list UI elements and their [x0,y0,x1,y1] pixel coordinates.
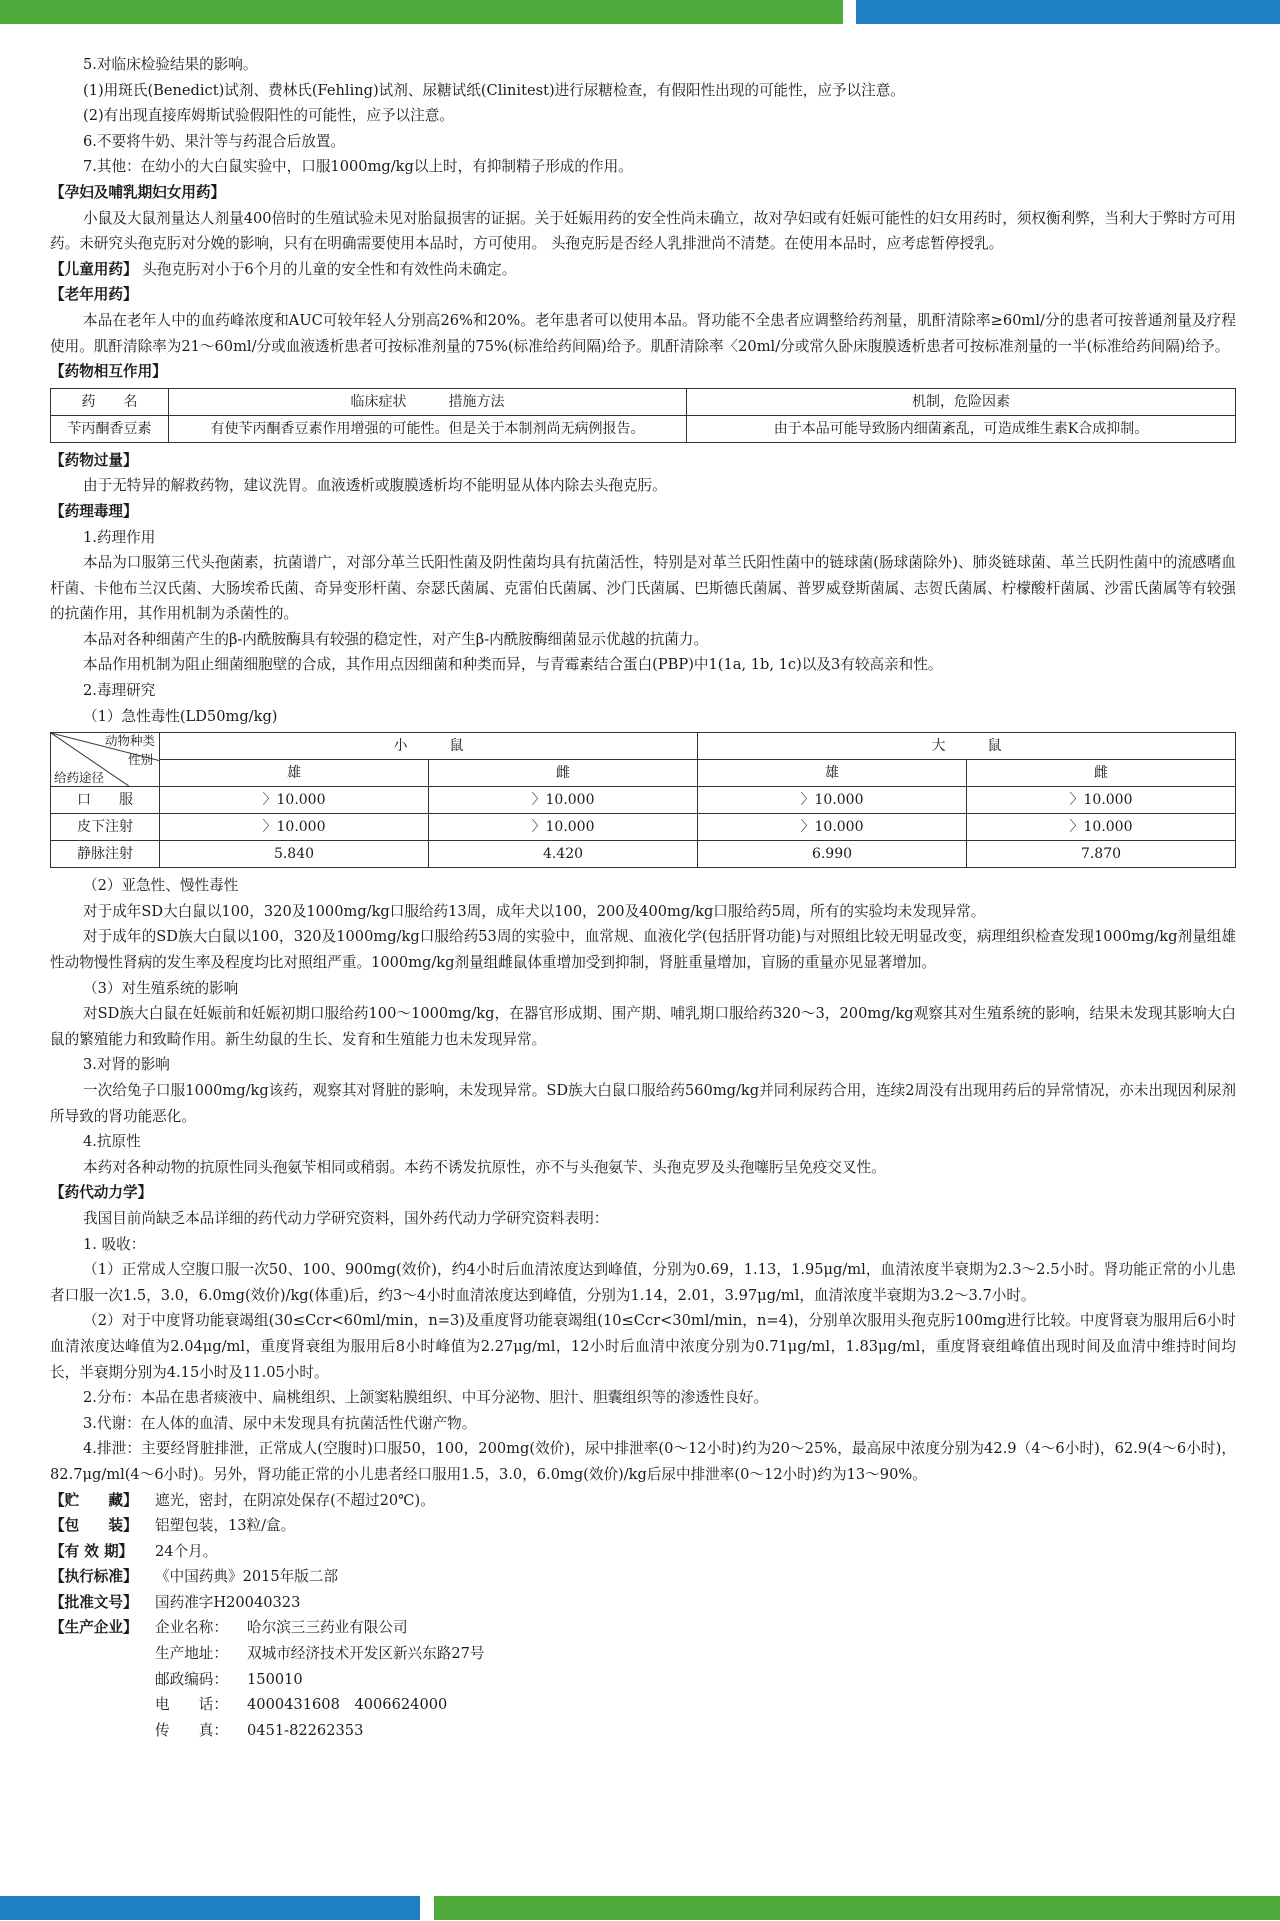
pharmacology-subtitle: 1.药理作用 [83,528,156,546]
cell-symptom: 有使苄丙酮香豆素作用增强的可能性。但是关于本制剂尚无病例报告。 [169,415,687,442]
value-cell: 〉10.000 [967,787,1236,814]
company-name-key: 企业名称： [155,1619,228,1637]
elderly-title: 【老年用药】 [50,286,138,304]
cell-drug: 苄丙酮香豆素 [51,415,169,442]
value-cell: 〉10.000 [429,814,698,841]
sex-male: 雄 [160,760,429,787]
pregnancy-text: 小鼠及大鼠剂量达人剂量400倍时的生殖试验未见对胎鼠损害的证据。关于妊娠用药的安全性尚未确立，故对孕妇或有妊娠可能性的妇女用药时，须权衡利弊，当利大于弊时方可用药。未研究头孢克肟对分娩的影响，只有在明确需要使用本品时，方可使用。 头孢克肟是否经人乳排泄尚不清楚。在使用本品时，应考虑暂停授乳。 [50,209,1236,253]
subacute-p1: 对于成年SD大白鼠以100，320及1000mg/kg口服给药13周，成年犬以100，200及400mg/kg口服给药5周，所有的实验均未发现异常。 [83,902,986,920]
pk-intro: 我国目前尚缺乏本品详细的药代动力学研究资料，国外药代动力学研究资料表明： [83,1209,609,1227]
subacute-p2: 对于成年的SD族大白鼠以100，320及1000mg/kg口服给药53周的实验中，血常规、血液化学(包括肝肾功能)与对照组比较无明显改变，病理组织检查发现1000mg/kg剂量组雄性动物慢性肾病的发生率及程度均比对照组严重。1000mg/kg剂量组雌鼠体重增加受到抑制，肾脏重量增加，盲肠的重量亦见显著增加。 [50,928,1236,972]
lab-effects-heading: 5.对临床检验结果的影响。 [83,56,258,73]
elderly-text: 本品在老年人中的血药峰浓度和AUC可较年轻人分别高26%和20%。老年患者可以使用本品。肾功能不全患者应调整给药剂量，肌酐清除率≥60ml/分的患者可按普通剂量及疗程使用。肌酐清除率为21～60ml/分或血液透析患者可按标准剂量的75%(标准给药间隔)给予。肌酐清除率〈20ml/分或常久卧床腹膜透析患者可按标准剂量的一半(标准给药间隔)给予。 [50,311,1236,355]
antigenicity-text: 本药对各种动物的抗原性同头孢氨苄相同或稍弱。本药不诱发抗原性，亦不与头孢氨苄、头孢克罗及头孢噻肟呈免疫交叉性。 [83,1158,886,1176]
subacute-title: （2）亚急性、慢性毒性 [83,877,239,895]
pharmacology-p2: 本品对各种细菌产生的β-内酰胺酶具有较强的稳定性，对产生β-内酰胺酶细菌显示优越的抗菌力。 [83,630,709,648]
table-row [51,415,1236,442]
interactions-title: 【药物相互作用】 [50,363,167,381]
validity-row [50,1539,1236,1565]
fax-value: 0451-82262353 [247,1721,364,1739]
pregnancy-title: 【孕妇及哺乳期妇女用药】 [50,183,226,201]
lab-effects-item2: (2)有出现直接库姆斯试验假阳性的可能性，应予以注意。 [83,107,454,125]
corner-route-label: 给药途径 [54,770,105,786]
distribution-text: 2.分布：本品在患者痰液中、扁桃组织、上颌窦粘膜组织、中耳分泌物、胆汁、胆囊组织等的渗透性良好。 [83,1389,769,1407]
acute-toxicity-title: （1）急性毒性(LD50mg/kg) [83,707,278,725]
value-cell: 〉10.000 [160,787,429,814]
manufacturer-label: 【生产企业】 [50,1619,138,1637]
bottom-green-bar [434,1896,1280,1920]
address-line [50,1641,1236,1667]
absorption-p2: （2）对于中度肾功能衰竭组(30≤Ccr<60ml/min，n=3)及重度肾功能衰竭组(10≤Ccr<30ml/min，n=4)，分别单次服用头孢克肟100mg进行比较。中度肾衰为服用后6小时血清浓度达峰值为2.04μg/ml，重度肾衰组为服用后8小时峰值为2.27μg/ml，12小时后血清中浓度分别为0.71μg/ml，1.83μg/ml，重度肾衰组峰值出现时间及血清中维持时间均长，半衰期分别为4.15小时及11.05小时。 [50,1312,1236,1381]
package-row [50,1513,1236,1539]
storage-row [50,1488,1236,1514]
absorption-title: 1. 吸收： [83,1235,146,1253]
info-label: 【贮 藏】 [50,1491,138,1509]
corner-sex-label: 性别 [127,752,153,768]
postcode-value: 150010 [247,1670,303,1688]
value-cell: 6.990 [698,841,967,868]
address-key: 生产地址： [155,1645,228,1663]
value-cell: 〉10.000 [967,814,1236,841]
children-title: 【儿童用药】 [50,260,138,278]
approval-row [50,1590,1236,1616]
company-name: 哈尔滨三三药业有限公司 [247,1619,408,1637]
species-mouse: 小 鼠 [160,733,698,760]
sex-female: 雌 [967,760,1236,787]
table-header-row [51,733,1236,760]
value-cell: 4.420 [429,841,698,868]
postcode-key: 邮政编码： [155,1670,228,1688]
header-symptoms: 临床症状 措施方法 [169,388,687,415]
table-row [51,814,1236,841]
fax-key: 传 真： [155,1721,228,1739]
children-text: 头孢克肟对小于6个月的儿童的安全性和有效性尚未确定。 [137,260,517,278]
phone-key: 电 话： [155,1696,228,1714]
route-cell: 口 服 [51,787,160,814]
corner-species-label: 动物种类 [104,733,155,749]
info-value: 24个月。 [155,1542,218,1560]
table-row [51,841,1236,868]
top-green-bar [0,0,843,24]
address-value: 双城市经济技术开发区新兴东路27号 [247,1645,485,1663]
value-cell: 5.840 [160,841,429,868]
pk-title: 【药代动力学】 [50,1184,153,1202]
children-section [50,257,1236,283]
cell-mechanism: 由于本品可能导致肠内细菌紊乱，可造成维生素K合成抑制。 [687,415,1236,442]
info-label: 【包 装】 [50,1517,138,1535]
phone-line [50,1692,1236,1718]
leaflet-content [50,52,1236,1743]
sex-female: 雌 [429,760,698,787]
info-label: 【批准文号】 [50,1593,138,1611]
info-value: 国药准字H20040323 [155,1593,301,1611]
value-cell: 〉10.000 [160,814,429,841]
diagonal-corner-cell [51,733,160,787]
phone-value: 4000431608 4006624000 [247,1696,448,1714]
absorption-p1: （1）正常成人空腹口服一次50、100、900mg(效价)，约4小时后血清浓度达到峰值，分别为0.69，1.13，1.95μg/ml，血清浓度半衰期为2.3～2.5小时。肾功能正常的小儿患者口服一次1.5，3.0，6.0mg(效价)/kg(体重)后，约3～4小时血清浓度达到峰值，分别为1.14，2.01，3.97μg/ml，血清浓度半衰期为3.2～3.7小时。 [50,1261,1236,1304]
postcode-line [50,1667,1236,1693]
info-label: 【有 效 期】 [50,1542,134,1560]
info-value: 遮光，密封，在阴凉处保存(不超过20℃)。 [155,1491,435,1509]
note-6: 6.不要将牛奶、果汁等与药混合后放置。 [83,132,346,150]
info-label: 【执行标准】 [50,1568,138,1586]
top-blue-bar [856,0,1280,24]
info-value: 《中国药典》2015年版二部 [155,1568,339,1586]
table-row [51,787,1236,814]
kidney-text: 一次给兔子口服1000mg/kg该药，观察其对肾脏的影响，未发现异常。SD族大白鼠口服给药560mg/kg并同利尿药合用，连续2周没有出现用药后的异常情况，亦未出现因利尿剂所导致的肾功能恶化。 [50,1082,1236,1125]
fax-line [50,1718,1236,1744]
bottom-blue-bar [0,1896,420,1920]
excretion-text: 4.排泄：主要经肾脏排泄，正常成人(空腹时)口服50，100，200mg(效价)，尿中排泄率(0～12小时)约为20～25%，最高尿中浓度分别为42.9（4～6小时)，62.9(4～6小时)，82.7μg/ml(4～6小时)。另外，肾功能正常的小儿患者经口服用1.5，3.0，6.0mg(效价)/kg后尿中排泄率(0～12小时)约为13～90%。 [50,1440,1236,1483]
table-header-row [51,760,1236,787]
value-cell: 〉10.000 [698,787,967,814]
reproduction-title: （3）对生殖系统的影响 [83,979,239,997]
manufacturer-row [50,1615,1236,1641]
interactions-table [50,388,1236,443]
value-cell: 〉10.000 [698,814,967,841]
value-cell: 7.870 [967,841,1236,868]
species-rat: 大 鼠 [698,733,1236,760]
header-mechanism: 机制，危险因素 [687,388,1236,415]
info-value: 铝塑包装，13粒/盒。 [155,1517,296,1535]
overdose-text: 由于无特异的解救药物，建议洗胃。血液透析或腹膜透析均不能明显从体内除去头孢克肟。 [83,477,667,495]
value-cell: 〉10.000 [429,787,698,814]
metabolism-text: 3.代谢：在人体的血清、尿中未发现具有抗菌活性代谢产物。 [83,1414,477,1432]
acute-toxicity-table [50,732,1236,868]
pharmtox-title: 【药理毒理】 [50,502,138,520]
sex-male: 雄 [698,760,967,787]
antigenicity-title: 4.抗原性 [83,1133,141,1151]
standard-row [50,1564,1236,1590]
overdose-title: 【药物过量】 [50,451,138,469]
reproduction-text: 对SD族大白鼠在妊娠前和妊娠初期口服给药100～1000mg/kg，在器官形成期、围产期、哺乳期口服给药320～3，200mg/kg观察其对生殖系统的影响，结果未发现其影响大白鼠的繁殖能力和致畸作用。新生幼鼠的生长、发育和生殖能力也未发现异常。 [50,1005,1236,1048]
note-7: 7.其他：在幼小的大白鼠实验中，口服1000mg/kg以上时，有抑制精子形成的作用。 [83,158,633,176]
toxicology-subtitle: 2.毒理研究 [83,682,156,700]
header-drug-name: 药 名 [51,388,169,415]
table-header-row [51,388,1236,415]
pharmacology-p1: 本品为口服第三代头孢菌素，抗菌谱广，对部分革兰氏阳性菌及阴性菌均具有抗菌活性，特别是对革兰氏阳性菌中的链球菌(肠球菌除外)、肺炎链球菌、革兰氏阴性菌中的流感嗜血杆菌、卡他布兰汉氏菌、大肠埃希氏菌、奇异变形杆菌、奈瑟氏菌属、克雷伯氏菌属、沙门氏菌属、巴斯德氏菌属、普罗威登斯菌属、志贺氏菌属、柠檬酸杆菌属、沙雷氏菌属等有较强的抗菌作用，其作用机制为杀菌性的。 [50,554,1236,623]
kidney-title: 3.对肾的影响 [83,1056,170,1074]
route-cell: 静脉注射 [51,841,160,868]
pharmacology-p3: 本品作用机制为阻止细菌细胞壁的合成，其作用点因细菌和种类而异，与青霉素结合蛋白(PBP)中1(1a, 1b, 1c)以及3有较高亲和性。 [83,656,943,674]
lab-effects-item1: (1)用斑氏(Benedict)试剂、费林氏(Fehling)试剂、尿糖试纸(Clinitest)进行尿糖检查，有假阳性出现的可能性，应予以注意。 [83,81,905,99]
route-cell: 皮下注射 [51,814,160,841]
